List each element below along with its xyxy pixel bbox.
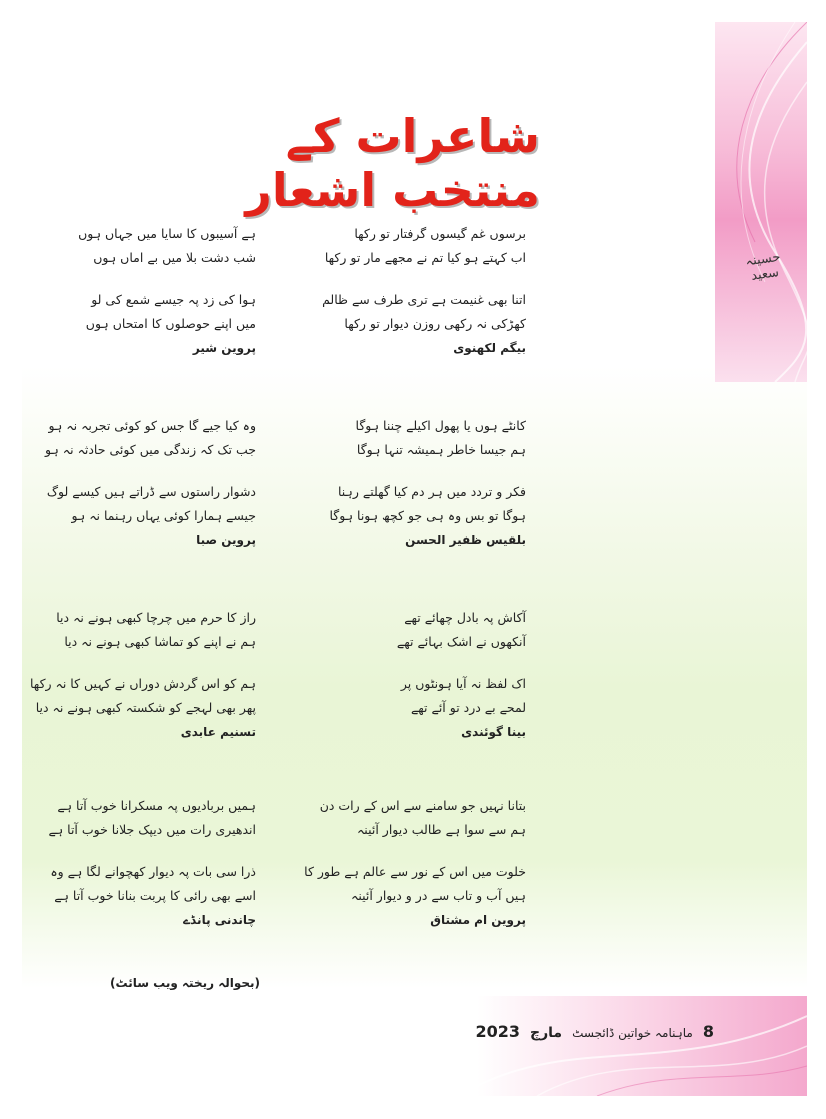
verse-line: فکر و تردد میں ہر دم کیا گھلتے رہنا xyxy=(337,484,526,499)
decorative-pink-strip xyxy=(715,22,807,382)
verse-line: اک لفظ نہ آیا ہونٹوں پر xyxy=(400,676,526,691)
left-column-block-4 xyxy=(16,794,256,932)
verse-line: کانٹے ہوں یا پھول اکیلے چننا ہوگا xyxy=(355,418,526,433)
right-column xyxy=(286,222,526,360)
poet-name: بینا گوئندی xyxy=(461,725,526,739)
page-number: 8 xyxy=(702,1022,714,1041)
verse-line: اب کہتے ہو کیا تم نے مجھے مار تو رکھا xyxy=(324,250,526,265)
right-column-block-3 xyxy=(286,606,526,744)
side-note: حسینہ سعید xyxy=(744,249,782,284)
verse-line: آکاش پہ بادل چھائے تھے xyxy=(404,610,526,625)
poet-name: تسنیم عابدی xyxy=(180,725,256,739)
verse-line: اسے بھی رائی کا پربت بنانا خوب آتا ہے xyxy=(54,888,256,903)
verse-line: راز کا حرم میں چرچا کبھی ہونے نہ دیا xyxy=(56,610,256,625)
verse-line: اتنا بھی غنیمت ہے تری طرف سے ظالم xyxy=(322,292,526,307)
verse-line: برسوں غم گیسوں گرفتار تو رکھا xyxy=(354,226,526,241)
page-title: شاعرات کے منتخب اشعار xyxy=(245,109,540,217)
verse-line: ہیں آب و تاب سے در و دیوار آئینہ xyxy=(351,888,526,903)
decorative-pink-footer xyxy=(477,996,807,1096)
verse-line: بتانا نہیں جو سامنے سے اس کے رات دن xyxy=(319,798,526,813)
right-column-block-2 xyxy=(286,414,526,552)
page-footer xyxy=(475,1022,714,1041)
left-column-block-2 xyxy=(16,414,256,552)
issue-month: مارچ xyxy=(530,1025,563,1041)
swirl-footer-icon xyxy=(477,996,807,1096)
verse-line: دشوار راستوں سے ڈراتے ہیں کیسے لوگ xyxy=(46,484,256,499)
verse-line: اندھیری رات میں دیپک جلانا خوب آتا ہے xyxy=(48,822,256,837)
verse-line: ہوا کی زد پہ جیسے شمع کی لو xyxy=(91,292,256,307)
verse-line: ہمیں بربادیوں پہ مسکرانا خوب آتا ہے xyxy=(57,798,256,813)
poet-name: پروین صبا xyxy=(196,533,256,547)
verse-line: شب دشت بلا میں بے اماں ہوں xyxy=(93,250,256,265)
right-column-block-4 xyxy=(286,794,526,932)
verse-line: ذرا سی بات پہ دیوار کھچوانے لگا ہے وہ xyxy=(50,864,256,879)
swirl-decoration-icon xyxy=(715,22,807,382)
verse-line: لمحے بے درد تو آئے تھے xyxy=(410,700,526,715)
poet-name: پروین شیر xyxy=(192,341,256,355)
magazine-name: ماہنامہ خواتین ڈائجسٹ xyxy=(572,1026,693,1040)
issue-year: 2023 xyxy=(475,1022,520,1041)
poet-name: پروین ام مشتاق xyxy=(430,913,526,927)
verse-line: جب تک کہ زندگی میں کوئی حادثہ نہ ہو xyxy=(45,442,256,457)
verse-line: پھر بھی لہجے کو شکستہ کبھی ہونے نہ دیا xyxy=(35,700,256,715)
verse-line: ہم سے سوا ہے طالب دیوار آئینہ xyxy=(356,822,526,837)
verse-line: ہے آسیبوں کا سایا میں جہاں ہوں xyxy=(78,226,256,241)
verse-line: جیسے ہمارا کوئی یہاں رہنما نہ ہو xyxy=(71,508,256,523)
left-column xyxy=(16,222,256,360)
poet-name: چاندنی پانڈے xyxy=(183,913,256,927)
left-column-block-3 xyxy=(16,606,256,744)
verse-line: خلوت میں اس کے نور سے عالم ہے طور کا xyxy=(304,864,526,879)
poet-name: بیگم لکھنوی xyxy=(453,341,526,355)
verse-line: آنکھوں نے اشک بہائے تھے xyxy=(396,634,526,649)
source-note: (بحوالہ ریختہ ویب سائٹ) xyxy=(110,976,261,990)
verse-line: ہم جیسا خاطر ہمیشہ تنہا ہوگا xyxy=(356,442,526,457)
verse-line: ہم نے اپنے کو تماشا کبھی ہونے نہ دیا xyxy=(64,634,256,649)
verse-line: میں اپنے حوصلوں کا امتحاں ہوں xyxy=(85,316,256,331)
poet-name: بلقیس ظفیر الحسن xyxy=(405,533,526,547)
verse-line: کھڑکی نہ رکھی روزن دیوار تو رکھا xyxy=(344,316,526,331)
verse-line: ہم کو اس گردش دوراں نے کہیں کا نہ رکھا xyxy=(30,676,256,691)
verse-line: وہ کیا جیے گا جس کو کوئی تجربہ نہ ہو xyxy=(48,418,256,433)
verse-line: ہوگا تو بس وہ ہی جو کچھ ہونا ہوگا xyxy=(329,508,526,523)
